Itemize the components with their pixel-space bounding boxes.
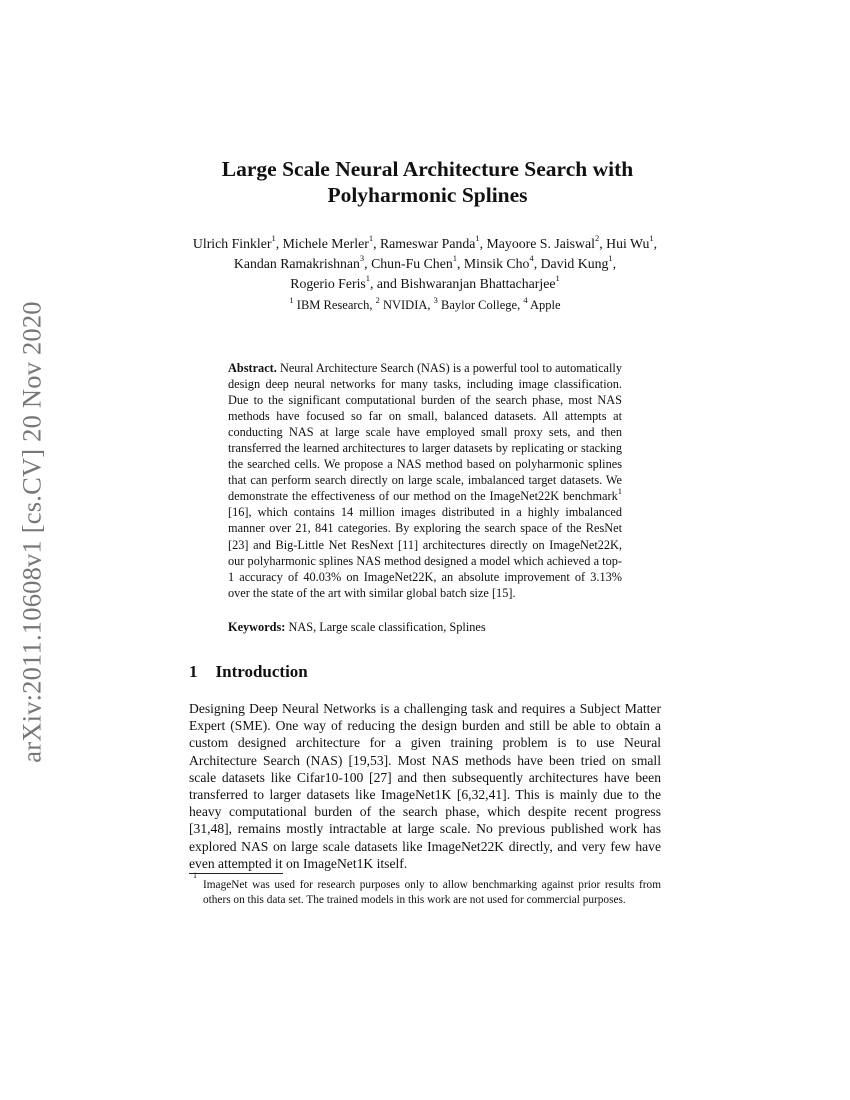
paper-title bbox=[170, 156, 685, 208]
footnote: 1 ImageNet was used for research purposes only to allow benchmarking against prior results from others on this data set. The trained models in this work are not used for commercial purposes. bbox=[193, 871, 661, 906]
author-name: David Kung bbox=[540, 256, 609, 271]
author-affiliation-mark: 2 bbox=[594, 233, 600, 244]
author-affiliation-mark: 1 bbox=[649, 233, 654, 244]
arxiv-identifier-stamp bbox=[7, 287, 57, 777]
title-line-1: Large Scale Neural Architecture Search with bbox=[221, 157, 634, 181]
author-affiliation-mark: 1 bbox=[555, 273, 560, 284]
author-name: Hui Wu bbox=[606, 236, 650, 251]
abstract-footnote-mark[interactable]: 1 bbox=[617, 486, 622, 497]
abstract bbox=[228, 360, 622, 601]
author-name: Ulrich Finkler bbox=[192, 236, 272, 251]
author-affiliation-mark: 1 bbox=[368, 233, 374, 244]
author-affiliation-mark: 4 bbox=[529, 253, 534, 264]
author-name: Kandan Ramakrishnan bbox=[233, 256, 360, 271]
author-name: Minsik Cho bbox=[463, 256, 530, 271]
affiliation-list: $^1$ IBM Research, $^2$ NVIDIA, $^3$ Baylor College, $^4$ Apple bbox=[289, 294, 561, 312]
author-affiliation-mark: 1 bbox=[271, 233, 276, 244]
affiliation-name: IBM Research bbox=[296, 298, 370, 312]
author-affiliation-mark: 1 bbox=[608, 253, 613, 264]
abstract-text-part-1: Neural Architecture Search (NAS) is a powerful tool to automatically design deep neural networks for many tasks, including image classification. Due to the significant computational burden of the search phase, most NAS methods have focused so far on small, balanced datasets. All attempts at conducting NAS at large scale have employed small proxy sets, and then transferred the learned architectures to larger datasets by replicating or stacking the searched cells. We propose a NAS method based on polyharmonic splines that can perform search directly on large scale, imbalanced target datasets. We demonstrate the effectiveness of our method on the ImageNet22K benchmark bbox=[228, 361, 623, 504]
author-affiliation-mark: 1 bbox=[475, 233, 480, 244]
author-name: Rameswar Panda bbox=[379, 236, 476, 251]
affiliation-mark: 2 bbox=[375, 294, 380, 305]
author-name: Rogerio Feris bbox=[290, 276, 366, 291]
title-line-2: Polyharmonic Splines bbox=[327, 183, 528, 207]
affiliation-name: NVIDIA bbox=[382, 298, 428, 312]
author-list: Ulrich Finkler$^1$, Michele Merler$^1$, Rameswar Panda$^1$, Mayoore S. Jaiswal$^2$, Hui Wu$^1$, Kandan Ramakrishnan$^3$, Chun-Fu Chen$^1$, Minsik Cho$^4$, David Kung$^1$, Rogerio Feris$^1$, and Bishwaranjan Bhattacharjee$^1$ bbox=[192, 233, 658, 291]
introduction-paragraph: Designing Deep Neural Networks is a challenging task and requires a Subject Matter Expert (SME). One way of reducing the design burden and still be able to obtain a custom designed architecture for a given training problem is to use Neural Architecture Search (NAS) [19,53]. Most NAS methods have been tried on small scale datasets like Cifar10-100 [27] and then subsequently architectures have been transferred to larger datasets like ImageNet1K [6,32,41]. This is mainly due to the heavy computational burden of the search phase, which despite recent progress [31,48], remains mostly intractable at large scale. No previous published work has explored NAS on large scale datasets like ImageNet22K directly, and very few have even attempted it on ImageNet1K itself. bbox=[189, 701, 661, 871]
affiliation-name: Apple bbox=[530, 298, 561, 312]
author-name: Mayoore S. Jaiswal bbox=[486, 236, 595, 251]
abstract-label: Abstract. bbox=[228, 361, 277, 375]
author-name: Bishwaranjan Bhattacharjee bbox=[400, 276, 556, 291]
footnote-divider bbox=[189, 873, 283, 874]
author-name: Michele Merler bbox=[282, 236, 369, 251]
keywords-label: Keywords: bbox=[228, 620, 286, 634]
section-number: 1 bbox=[189, 662, 198, 681]
footnote-text: ImageNet was used for research purposes only to allow benchmarking against prior results from others on this data set. The trained models in this work are not used for commercial purposes. bbox=[203, 879, 661, 906]
author-name: Chun-Fu Chen bbox=[371, 256, 453, 271]
section-heading-introduction bbox=[189, 662, 308, 682]
author-affiliation-mark: 1 bbox=[365, 273, 371, 284]
abstract-text-part-2: [16], which contains 14 million images distributed in a highly imbalanced manner over 21, 841 categories. By exploring the search space of the ResNet [23] and Big-Little Net ResNext [11] architectures directly on ImageNet22K, our polyharmonic splines NAS method designed a model which achieved a top-1 accuracy of 40.03% on ImageNet22K, an absolute improvement of 3.13% over the state of the art with similar global batch size [15]. bbox=[228, 505, 622, 600]
affiliation-mark: 3 bbox=[433, 294, 438, 305]
keywords-text: NAS, Large scale classification, Splines bbox=[288, 620, 486, 634]
arxiv-identifier-text: arXiv:2011.10608v1 [cs.CV] 20 Nov 2020 bbox=[16, 301, 47, 763]
affiliation-mark: 1 bbox=[289, 294, 294, 305]
affiliation-name: Baylor College bbox=[441, 298, 518, 312]
author-affiliation-mark: 1 bbox=[452, 253, 457, 264]
section-title: Introduction bbox=[215, 662, 308, 681]
author-affiliation-mark: 3 bbox=[359, 253, 365, 264]
keywords bbox=[228, 620, 622, 635]
affiliation-mark: 4 bbox=[523, 294, 528, 305]
